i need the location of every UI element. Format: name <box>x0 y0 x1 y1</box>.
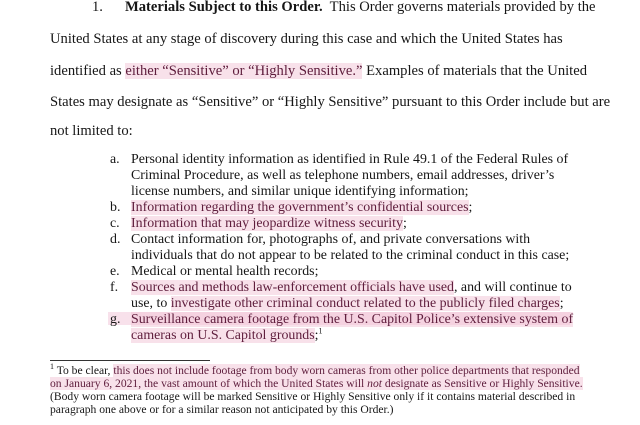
footnote-line-1 <box>50 364 580 377</box>
footnote-separator <box>50 360 210 361</box>
paragraph-number: 1. <box>92 0 103 15</box>
footnote-line-4: paragraph one above or for a similar reason not anticipated by this Order.) <box>50 403 394 416</box>
paragraph-1-line-4: States may designate as “Sensitive” or “Highly Sensitive” pursuant to this Order include but are <box>50 94 611 110</box>
paragraph-1-line-3 <box>50 62 587 80</box>
paragraph-heading: Materials Subject to this Order. <box>124 0 323 15</box>
highlighted-text: Sources and methods law-enforcement officials have used <box>131 280 454 295</box>
list-item-c-tail: ; <box>402 216 407 231</box>
list-item-a-line-3: license numbers, and similar unique identifying information; <box>131 184 469 199</box>
list-marker-b: b. <box>110 200 121 215</box>
paragraph-1-text: This Order governs materials provided by the <box>329 0 596 15</box>
list-marker-g: g. <box>110 312 121 327</box>
list-marker-c: c. <box>110 216 120 231</box>
highlighted-text: investigate other criminal conduct related to the publicly filed charges <box>170 296 560 311</box>
list-item-f-line-2 <box>131 296 564 312</box>
list-item-f-tail: ; <box>559 296 564 311</box>
list-item-a-line-1: Personal identity information as identified in Rule 49.1 of the Federal Rules of <box>131 152 569 167</box>
list-item-g-tail: ; <box>314 328 319 343</box>
footnote-text: on January 6, 2021, the vast amount of which the United States will <box>50 377 368 390</box>
list-item-f-text: use, to <box>131 296 171 311</box>
highlighted-text: Information regarding the government’s confidential sources <box>131 200 469 215</box>
list-item-g-line-2 <box>131 328 323 344</box>
list-marker-f: f. <box>110 280 119 295</box>
list-item-b <box>131 200 472 216</box>
list-item-c <box>131 216 407 232</box>
footnote-text: To be clear, <box>54 364 114 377</box>
footnote-line-2 <box>50 377 583 390</box>
highlighted-text: cameras on U.S. Capitol grounds <box>131 328 315 343</box>
highlighted-text: this does not include footage from body worn cameras from other police departments that responded <box>113 364 580 377</box>
highlighted-text: either “Sensitive” or “Highly Sensitive.” <box>125 63 363 79</box>
list-item-f-tail: , and will continue to <box>453 280 572 295</box>
list-item-e: Medical or mental health records; <box>131 264 319 279</box>
list-marker-e: e. <box>110 264 120 279</box>
emphasis: not <box>367 377 382 390</box>
footnote-text: designate as Sensitive or Highly Sensitive. <box>382 377 583 390</box>
list-marker-d: d. <box>110 232 121 247</box>
paragraph-1-text: Examples of materials that the United <box>362 63 587 79</box>
highlighted-text <box>50 377 583 390</box>
list-item-g-line-1 <box>131 312 573 328</box>
footnote-line-3: (Body worn camera footage will be marked Sensitive or Highly Sensitive only if it contains material described in <box>50 390 576 403</box>
list-item-b-tail: ; <box>468 200 473 215</box>
paragraph-1-line-1 <box>92 0 596 16</box>
highlighted-text: Surveillance camera footage from the U.S. Capitol Police’s extensive system of <box>131 312 574 327</box>
footnote-marker: 1 <box>50 362 54 372</box>
footnote-reference[interactable]: 1 <box>318 326 323 336</box>
paragraph-1-line-2: United States at any stage of discovery during this case and which the United States has <box>50 31 563 47</box>
list-item-d-line-2: individuals that do not appear to be related to the criminal conduct in this case; <box>131 248 570 263</box>
paragraph-1-line-5: not limited to: <box>50 123 133 139</box>
list-marker-a: a. <box>110 152 120 167</box>
list-item-a-line-2: Criminal Procedure, as well as telephone numbers, email addresses, driver’s <box>131 168 555 183</box>
list-item-d-line-1: Contact information for, photographs of, and private conversations with <box>131 232 531 247</box>
highlighted-text: Information that may jeopardize witness security <box>131 216 403 231</box>
paragraph-1-text: identified as <box>50 63 126 79</box>
list-item-f-line-1 <box>131 280 572 296</box>
